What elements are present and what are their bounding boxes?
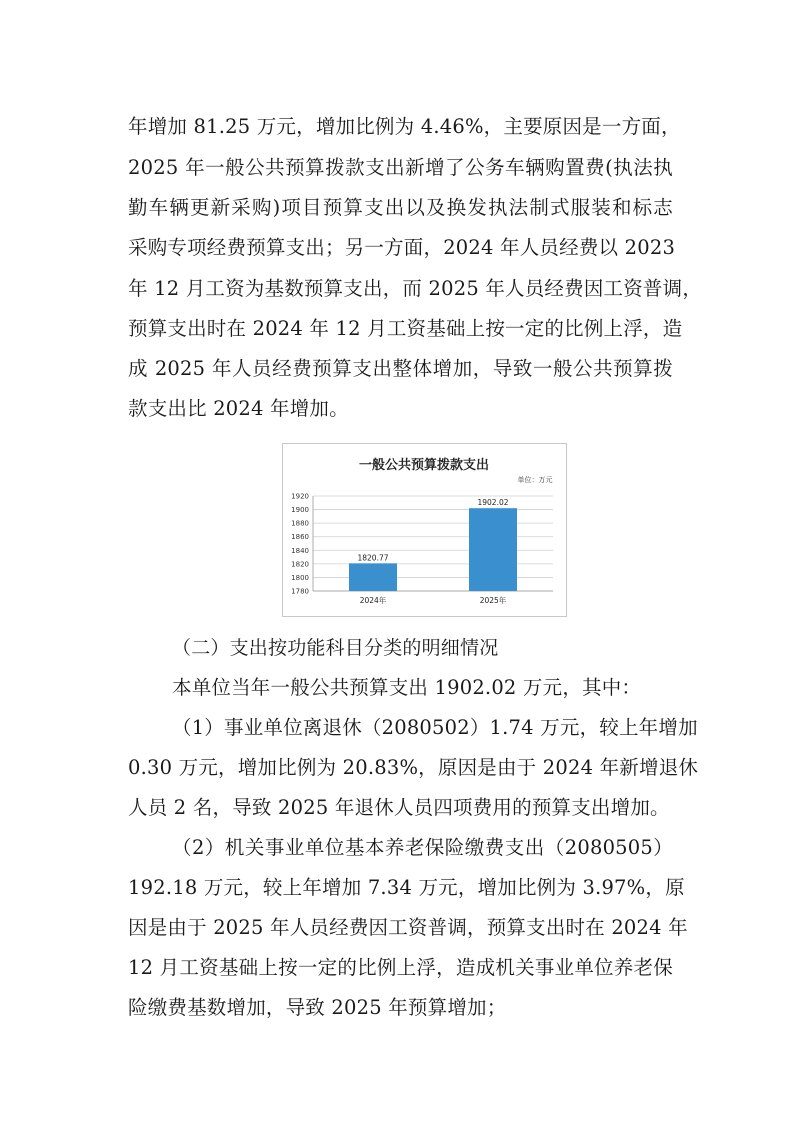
- chart-unit-label: 单位：万元: [517, 476, 553, 484]
- text-line: 2025 年一般公共预算拨款支出新增了公务车辆购置费(执法执: [128, 156, 673, 179]
- chart-y-tick-label: 1780: [291, 587, 309, 596]
- chart-y-tick-label: 1860: [291, 533, 309, 542]
- chart-x-axis: [360, 595, 507, 605]
- text-line: 12 月工资基础上按一定的比例上浮，造成机关事业单位养老保: [128, 956, 673, 979]
- text-line: 本单位当年一般公共预算支出 1902.02 万元，其中：: [172, 676, 642, 699]
- chart-y-tick-label: 1840: [291, 546, 309, 555]
- text-line: 采购专项经费预算支出；另一方面，2024 年人员经费以 2023: [128, 236, 676, 259]
- chart-bar: [469, 508, 517, 591]
- text-line: 险缴费基数增加，导致 2025 年预算增加；: [128, 996, 507, 1019]
- text-line: 0.30 万元，增加比例为 20.83%，原因是由于 2024 年新增退休: [128, 756, 699, 779]
- chart-y-tick-label: 1900: [291, 506, 309, 515]
- chart-canvas: [283, 444, 566, 616]
- text-line: 人员 2 名，导致 2025 年退休人员四项费用的预算支出增加。: [128, 796, 670, 819]
- text-line: （2）机关事业单位基本养老保险缴费支出（2080505）: [172, 836, 673, 859]
- chart-data-label: 1902.02: [477, 498, 509, 508]
- text-line: 因是由于 2025 年人员经费因工资普调，预算支出时在 2024 年: [128, 916, 688, 939]
- chart-title: 一般公共预算拨款支出: [358, 458, 490, 473]
- chart-y-tick-label: 1880: [291, 519, 309, 528]
- text-line: 预算支出时在 2024 年 12 月工资基础上按一定的比例上浮，造: [128, 317, 683, 340]
- text-line: 勤车辆更新采购)项目预算支出以及换发执法制式服装和标志: [128, 196, 673, 219]
- chart-y-tick-label: 1920: [291, 492, 309, 501]
- chart-y-tick-label: 1820: [291, 560, 309, 569]
- text-line: 192.18 万元，较上年增加 7.34 万元，增加比例为 3.97%，原: [128, 876, 685, 899]
- text-line: 成 2025 年人员经费预算支出整体增加，导致一般公共预算拨: [128, 357, 673, 380]
- chart-x-tick-label: 2025年: [479, 596, 507, 605]
- text-line: 年增加 81.25 万元，增加比例为 4.46%，主要原因是一方面，: [128, 115, 681, 138]
- text-line: 年 12 月工资为基数预算支出，而 2025 年人员经费因工资普调，: [128, 277, 703, 300]
- text-line: （1）事业单位离退休（2080502）1.74 万元，较上年增加: [172, 716, 698, 739]
- chart-bar: [349, 563, 397, 591]
- budget-bar-chart: [282, 443, 567, 617]
- text-line: 款支出比 2024 年增加。: [128, 397, 349, 420]
- chart-y-tick-label: 1800: [291, 573, 309, 582]
- chart-x-tick-label: 2024年: [359, 596, 387, 605]
- chart-data-label: 1820.77: [357, 553, 389, 563]
- section-heading: （二）支出按功能科目分类的明细情况: [172, 637, 499, 659]
